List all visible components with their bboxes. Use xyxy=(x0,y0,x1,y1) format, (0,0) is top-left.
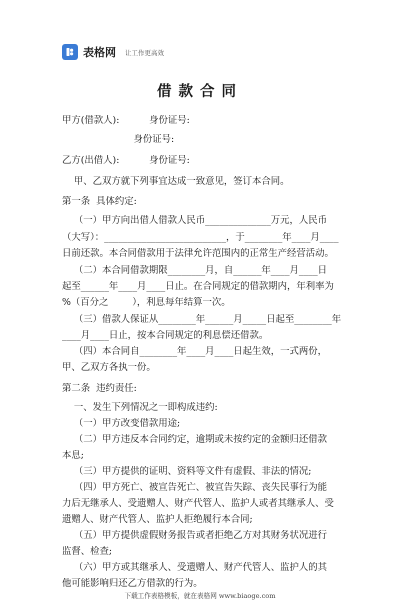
agreement-intro: 甲、乙双方就下列事宜达成一致意见，签订本合同。 xyxy=(62,176,290,187)
clause-line: 本息; xyxy=(62,450,84,461)
clause-line: 日前还款。本合同借款用于法律允许范围内的正常生产经营活动。 xyxy=(62,248,334,259)
clause-line: 力后无继承人、受遗赠人、财产代管人、监护人或者其继承人、受 xyxy=(62,498,334,509)
brand-slogan: 让工作更高效 xyxy=(125,48,164,57)
clause-line: （三）甲方提供的证明、资料等文件有虚假、非法的情况; xyxy=(62,466,312,477)
clause-line: （二）本合同借款期限________月，自______年____月____日 xyxy=(62,265,328,276)
party-a-line: 甲方(借款人): 身份证号: xyxy=(62,115,190,126)
clause-line: （五）甲方提供虚假财务报告或者拒绝乙方对其财务状况进行 xyxy=(62,530,328,541)
clause-line: %（百分之 ），利息每年结算一次。 xyxy=(62,297,231,308)
footer-note: 下载工作表格模板，就在表格网 www.biaoge.com xyxy=(124,592,276,600)
document-title: 借款合同 xyxy=(157,83,243,100)
clause-line: （二）甲方违反本合同约定，逾期或未按约定的金额归还借款 xyxy=(62,434,328,445)
article-2-heading: 第二条 违约责任: xyxy=(62,383,137,394)
party-a-id-line: 身份证号: xyxy=(62,134,175,145)
article-1-heading: 第一条 具体约定: xyxy=(62,196,137,207)
brand-name: 表格网 xyxy=(83,46,116,59)
brand-logo-glyph xyxy=(65,47,75,57)
clause-line: 他可能影响归还乙方借款的行为。 xyxy=(62,578,203,589)
clause-line: 遗赠人、财产代管人、监护人拒绝履行本合同; xyxy=(62,514,253,525)
clause-line: （一）甲方改变借款用途; xyxy=(62,418,181,429)
clause-line: 监督、检查; xyxy=(62,546,113,557)
clause-line: 起至______年____月____日止。在合同规定的借款期内，年利率为 xyxy=(62,281,334,292)
clause-line: （四）甲方死亡、被宣告死亡、被宣告失踪、丧失民事行为能 xyxy=(62,482,328,493)
clause-line: （一）甲方向出借人借款人民币______________万元，人民币 xyxy=(62,215,328,226)
clause-line: （大写）：__________________________，于________年____月____ xyxy=(62,232,339,243)
clause-line: ____月____日止，按本合同规定的利息偿还借款。 xyxy=(62,330,269,341)
clause-line: （六）甲方或其继承人、受遗赠人、财产代管人、监护人的其 xyxy=(62,562,328,573)
party-b-line: 乙方(出借人): 身份证号: xyxy=(62,155,190,166)
clause-line: 一、发生下列情况之一即构成违约: xyxy=(62,402,218,413)
clause-line: （三）借款人保证从________年______月_____日起至________年 xyxy=(62,314,342,325)
clause-line: （四）本合同自________年____月____日起生效，一式两份， xyxy=(62,346,328,357)
brand-logo-icon xyxy=(62,44,78,60)
brand-logo xyxy=(62,44,164,60)
clause-line: 甲、乙双方各执一份。 xyxy=(62,362,156,373)
